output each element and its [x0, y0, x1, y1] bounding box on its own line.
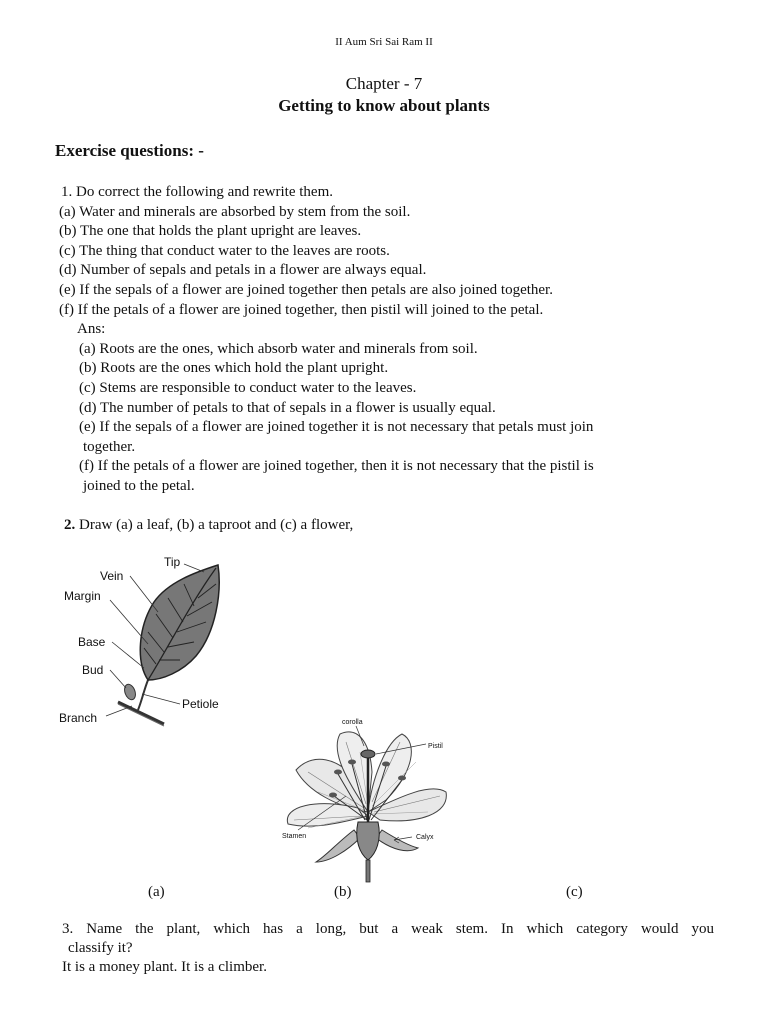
question-1-item-e: (e) If the sepals of a flower are joined together then petals are also joined together.: [59, 281, 553, 298]
caption-c: (c): [566, 884, 583, 900]
answer-f-line1: (f) If the petals of a flower are joined together, then it is not necessary that the pistil is: [79, 458, 594, 475]
question-1-item-d: (d) Number of sepals and petals in a flower are always equal.: [59, 262, 427, 279]
flower-label-calyx: Calyx: [416, 834, 434, 841]
flower-label-stamen: Stamen: [282, 833, 307, 840]
question-3: [62, 920, 714, 977]
answer-e-line1: (e) If the sepals of a flower are joined together it is not necessary that petals must join: [79, 419, 594, 436]
chapter-title: Getting to know about plants: [278, 96, 490, 115]
leaf-label-tip: Tip: [164, 555, 181, 569]
leaf-label-base: Base: [78, 635, 106, 649]
question-3-text-line1: 3. Name the plant, which has a long, but a weak stem. In which category would you: [62, 921, 714, 937]
leaf-label-petiole: Petiole: [182, 697, 219, 711]
leaf-diagram: [56, 552, 236, 732]
caption-b: (b): [334, 884, 352, 900]
chapter-heading: Chapter - 7: [345, 74, 423, 93]
answer-f-line2: joined to the petal.: [83, 477, 195, 494]
answer-a: (a) Roots are the ones, which absorb water and minerals from soil.: [79, 340, 478, 357]
question-1-item-f: (f) If the petals of a flower are joined together, then pistil will joined to the petal.: [59, 301, 544, 318]
question-2-number: 2.: [64, 517, 76, 533]
flower-diagram: [268, 712, 468, 887]
answer-e-line2: together.: [83, 438, 136, 455]
question-3-text-line2: classify it?: [68, 940, 133, 956]
question-2: [64, 517, 353, 534]
leaf-label-vein: Vein: [100, 569, 124, 583]
flower-label-pistil: Pistil: [428, 743, 443, 750]
question-3-answer: It is a money plant. It is a climber.: [62, 959, 267, 975]
caption-a: (a): [148, 884, 165, 900]
flower-label-corolla: corolla: [342, 719, 363, 726]
answer-c: (c) Stems are responsible to conduct water to the leaves.: [79, 379, 417, 396]
question-1: [59, 183, 719, 497]
leaf-label-branch: Branch: [59, 711, 98, 725]
leaf-label-margin: Margin: [64, 589, 101, 603]
question-2-text: Draw (a) a leaf, (b) a taproot and (c) a flower,: [75, 517, 354, 533]
question-1-item-a: (a) Water and minerals are absorbed by stem from the soil.: [59, 203, 411, 220]
answer-d: (d) The number of petals to that of sepals in a flower is usually equal.: [79, 399, 496, 416]
question-1-text: 1. Do correct the following and rewrite them.: [61, 184, 333, 200]
section-heading: Exercise questions: -: [55, 141, 204, 160]
question-1-item-c: (c) The thing that conduct water to the leaves are roots.: [59, 242, 390, 259]
answer-b: (b) Roots are the ones which hold the plant upright.: [79, 360, 389, 377]
answer-label: Ans:: [77, 321, 106, 338]
question-1-item-b: (b) The one that holds the plant upright are leaves.: [59, 223, 362, 240]
leaf-label-bud: Bud: [82, 663, 104, 677]
page-header: II Aum Sri Sai Ram II: [335, 36, 433, 48]
